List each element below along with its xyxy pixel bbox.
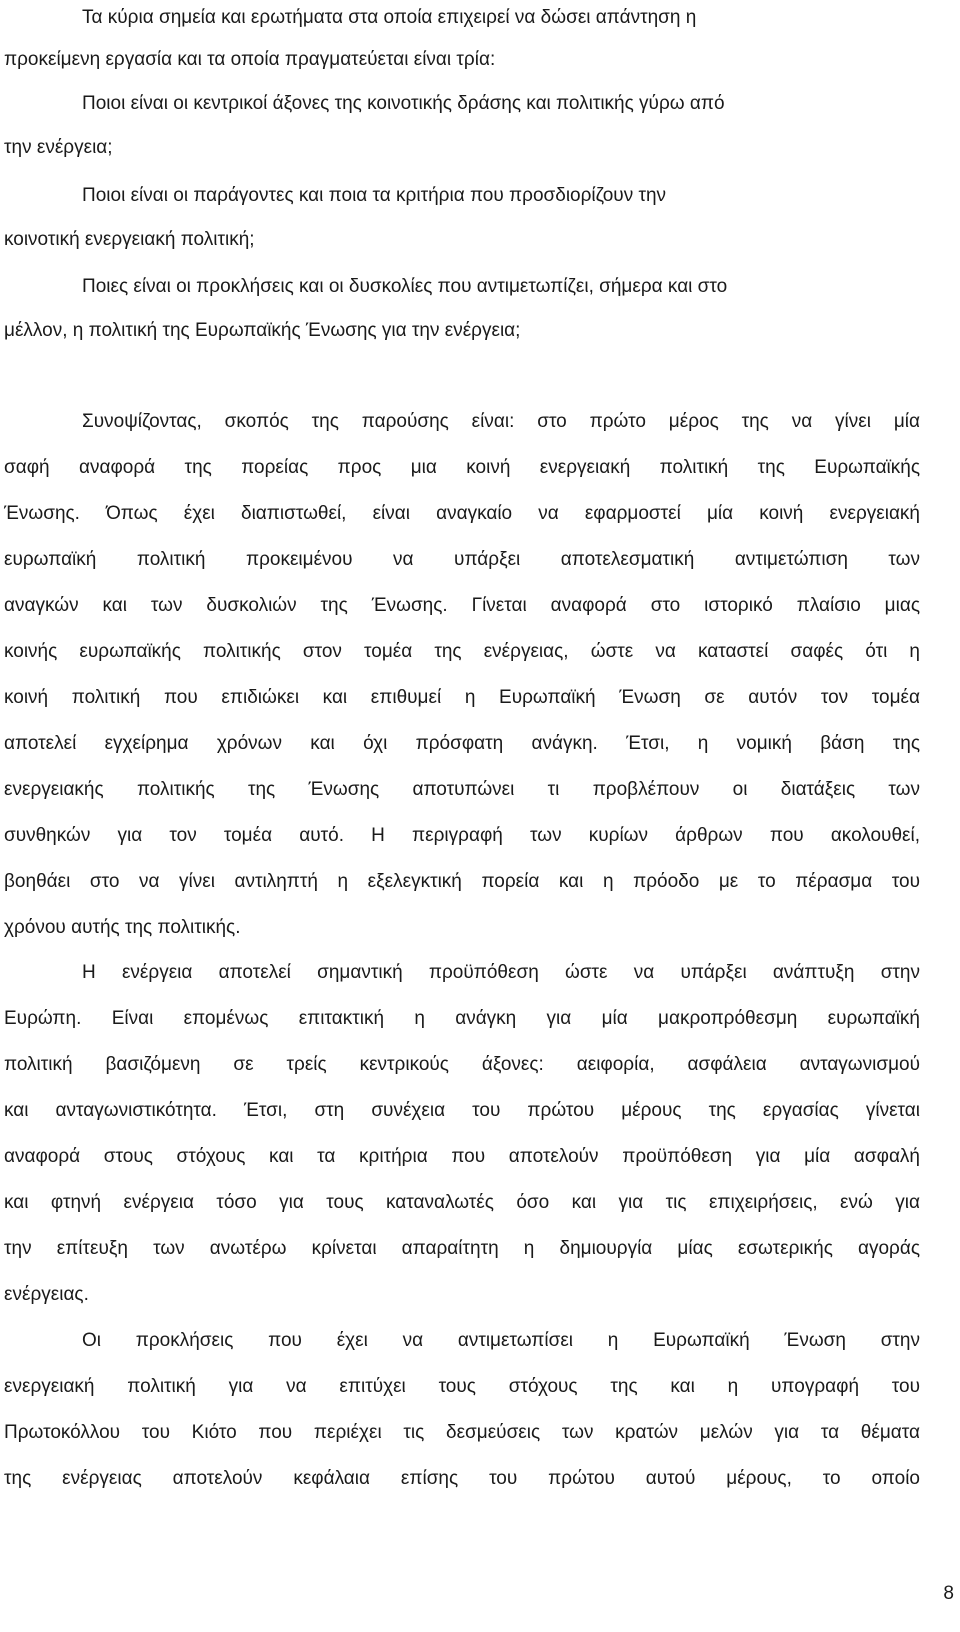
text-line: Ένωσης. Όπως έχει διαπιστωθεί, είναι αναγκαίο να εφαρμοστεί μία κοινή ενεργειακή [4,503,920,524]
text-line: και ανταγωνιστικότητα. Έτσι, στη συνέχεια του πρώτου μέρους της εργασίας γίνεται [4,1100,920,1121]
text-line: κοινής ευρωπαϊκής πολιτικής στον τομέα της ενέργειας, ώστε να καταστεί σαφές ότι η [4,641,920,662]
text-line: Συνοψίζοντας, σκοπός της παρούσης είναι: στο πρώτο μέρος της να γίνει μία [82,411,920,432]
text-line: Ποιοι είναι οι κεντρικοί άξονες της κοινοτικής δράσης και πολιτικής γύρω από [82,93,725,114]
text-line: την επίτευξη των ανωτέρω κρίνεται απαραίτητη η δημιουργία μίας εσωτερικής αγοράς [4,1238,920,1259]
text-line: την ενέργεια; [4,137,113,158]
text-line: κοινοτική ενεργειακή πολιτική; [4,229,255,250]
text-line: Η ενέργεια αποτελεί σημαντική προϋπόθεση ώστε να υπάρξει ανάπτυξη στην [82,962,920,983]
text-line: κοινή πολιτική που επιδιώκει και επιθυμεί η Ευρωπαϊκή Ένωση σε αυτόν τον τομέα [4,687,920,708]
text-line: σαφή αναφορά της πορείας προς μια κοινή ενεργειακή πολιτική της Ευρωπαϊκής [4,457,920,478]
text-line: αποτελεί εγχείρημα χρόνων και όχι πρόσφατη ανάγκη. Έτσι, η νομική βάση της [4,733,920,754]
text-line: προκείμενη εργασία και τα οποία πραγματεύεται είναι τρία: [4,49,496,70]
text-line: αναγκών και των δυσκολιών της Ένωσης. Γίνεται αναφορά στο ιστορικό πλαίσιο μιας [4,595,920,616]
text-line: συνθηκών για τον τομέα αυτό. Η περιγραφή των κυρίων άρθρων που ακολουθεί, [4,825,920,846]
text-line: Οι προκλήσεις που έχει να αντιμετωπίσει η Ευρωπαϊκή Ένωση στην [82,1330,920,1351]
text-line: πολιτική βασιζόμενη σε τρείς κεντρικούς άξονες: αειφορία, ασφάλεια ανταγωνισμού [4,1054,920,1075]
text-line: χρόνου αυτής της πολιτικής. [4,917,241,938]
text-line: Ποιες είναι οι προκλήσεις και οι δυσκολίες που αντιμετωπίζει, σήμερα και στο [82,276,728,297]
text-line: ενέργειας. [4,1284,89,1305]
text-line: ενεργειακής πολιτικής της Ένωσης αποτυπώνει τι προβλέπουν οι διατάξεις των [4,779,920,800]
text-line: βοηθάει στο να γίνει αντιληπτή η εξελεγκτική πορεία και η πρόοδο με το πέρασμα του [4,871,920,892]
text-line: ευρωπαϊκή πολιτική προκειμένου να υπάρξει αποτελεσματική αντιμετώπιση των [4,549,920,570]
text-line: ενεργειακή πολιτική για να επιτύχει τους στόχους της και η υπογραφή του [4,1376,920,1397]
page-number: 8 [943,1583,954,1604]
text-line: Ποιοι είναι οι παράγοντες και ποια τα κριτήρια που προσδιορίζουν την [82,185,667,206]
text-line: Πρωτοκόλλου του Κιότο που περιέχει τις δεσμεύσεις των κρατών μελών για τα θέματα [4,1422,920,1443]
text-line: Ευρώπη. Είναι επομένως επιτακτική η ανάγκη για μία μακροπρόθεσμη ευρωπαϊκή [4,1008,920,1029]
text-line: αναφορά στους στόχους και τα κριτήρια που αποτελούν προϋπόθεση για μία ασφαλή [4,1146,920,1167]
text-line: Τα κύρια σημεία και ερωτήματα στα οποία επιχειρεί να δώσει απάντηση η [82,7,697,28]
text-line: της ενέργειας αποτελούν κεφάλαια επίσης του πρώτου αυτού μέρους, το οποίο [4,1468,920,1489]
text-line: και φτηνή ενέργεια τόσο για τους καταναλωτές όσο και για τις επιχειρήσεις, ενώ για [4,1192,920,1213]
text-line: μέλλον, η πολιτική της Ευρωπαϊκής Ένωσης για την ενέργεια; [4,320,521,341]
